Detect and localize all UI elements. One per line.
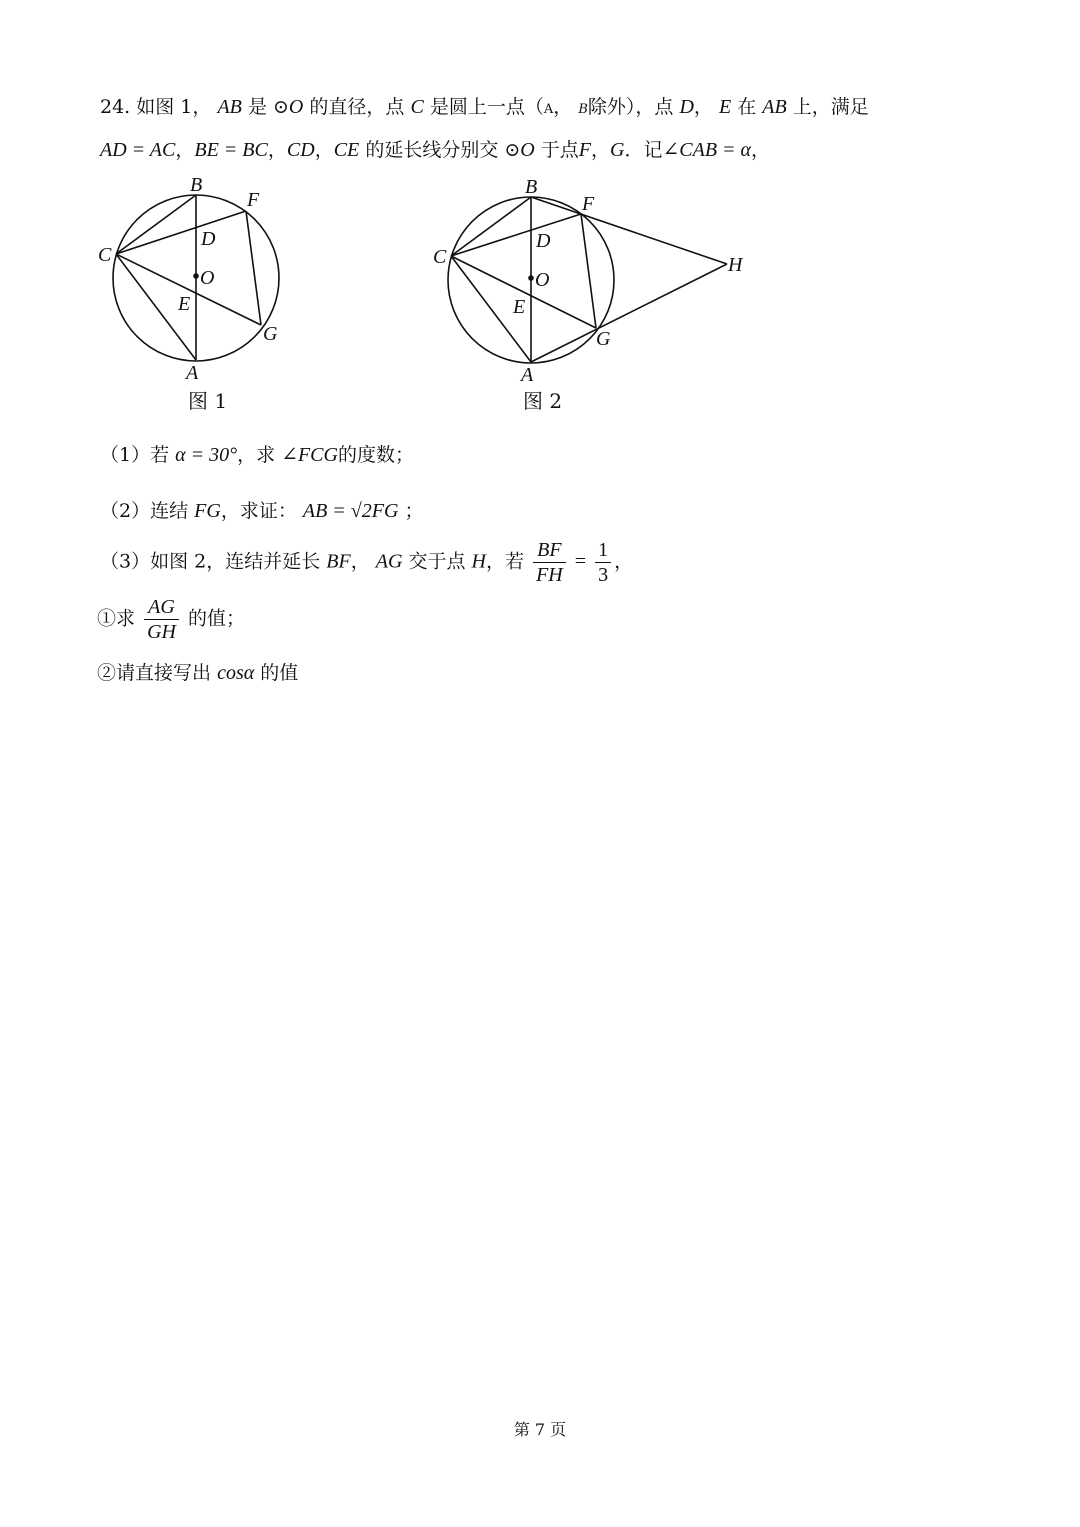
figure-2-caption: 图 2 [523,389,563,413]
segment-cb [116,195,196,254]
problem-line-2 [100,135,770,162]
text: ①求 [97,607,136,630]
math-o: O [288,96,304,118]
text: ， [314,139,334,161]
math-ab: AB [217,96,242,118]
label-b: B [525,176,538,198]
math-h: H [471,550,486,573]
label-e: E [178,293,191,315]
text: ，求证： [220,500,297,522]
label-f: F [247,189,260,211]
fraction-denominator: FH [536,564,563,586]
text: 的延长线分别交 ⊙ [365,139,521,161]
math-angle-cab: ∠CAB = α [662,139,752,161]
text: ， [693,96,713,118]
text: 的直径，点 [309,96,405,118]
fraction-denominator: 3 [598,564,609,586]
text: ， [553,96,573,118]
text: 的值； [188,607,246,630]
figure-2 [425,170,765,420]
label-g: G [263,323,278,345]
label-c: C [98,244,112,266]
math-bf: BF [326,550,351,573]
fraction-one-third [595,538,611,587]
fraction-numerator: BF [533,538,566,563]
math-fg: FG [194,500,221,522]
label-h: H [728,254,743,276]
label-c: C [433,246,447,268]
math-cos-alpha: cosα [217,662,255,684]
page-number: 第 7 页 [513,1420,567,1439]
math-ce: CE [333,139,360,161]
sub-question-1 [97,595,245,644]
fraction-numerator: 1 [595,538,611,563]
text: ， [175,139,195,161]
math-e: E [718,96,732,118]
label-e: E [513,296,526,318]
problem-number: 24. [100,96,131,118]
segment-bh [531,197,727,264]
question-1 [100,440,414,467]
text: （1）若 [100,444,170,466]
text: ； [404,500,424,522]
label-g: G [596,328,611,350]
text: ②请直接写出 [97,662,212,684]
label-a: A [521,364,534,386]
fraction-ag-gh [144,595,179,644]
text: （3）如图 2，连结并延长 [100,550,321,573]
text: 的值 [260,662,299,684]
segment-cb [451,197,531,256]
text: 交于点 [408,550,466,573]
figure-1 [90,170,330,420]
text: ， [591,139,611,161]
fraction-numerator: AG [144,595,179,620]
segment-cf [116,211,246,254]
sub-question-2 [97,658,298,685]
segment-cf [451,214,581,256]
text: 的度数； [337,444,414,466]
text: 如图 1， [136,96,212,118]
math-alpha-30: α = 30° [175,444,238,466]
math-eq-ad-ac: AD = AC [100,139,176,161]
text: （2）连结 [100,500,189,522]
math-eq-be-bc: BE = BC [194,139,268,161]
label-d: D [536,230,551,252]
label-b: B [190,174,203,196]
equals-sign: = [574,550,587,573]
text: 于点 [540,139,579,161]
center-dot [528,275,534,281]
text: 是圆上一点（ [429,96,544,118]
segment-ah [531,264,727,362]
math-ab: AB [762,96,787,118]
math-c: C [410,96,424,118]
fraction-denominator: GH [147,621,176,643]
text: 是 ⊙ [247,96,289,118]
math-eq-ab-root2-fg: AB = √2FG [302,500,399,522]
math-o: O [520,139,535,161]
text: ， [614,550,634,573]
math-angle-fcg: ∠FCG [281,444,338,466]
text: ．记 [624,139,663,161]
question-3 [100,538,633,587]
text: ，若 [486,550,525,573]
center-dot [193,273,199,279]
math-ag: AG [375,550,403,573]
text: ， [751,139,771,161]
math-d: D [679,96,694,118]
text: ， [267,139,287,161]
label-a: A [186,362,199,384]
segment-fg [581,214,596,328]
label-f: F [582,193,595,215]
label-d: D [201,228,216,250]
text: ，求 [237,444,276,466]
text: ， [350,550,370,573]
math-g: G [610,139,625,161]
text: 除外），点 [587,96,674,118]
math-b-small: B [578,102,588,117]
math-f: F [578,139,592,161]
problem-line-1 [100,92,869,119]
text: 上，满足 [792,96,869,118]
math-a-small: A [543,102,554,117]
label-o: O [200,267,215,289]
question-2 [100,496,424,523]
math-cd: CD [286,139,315,161]
label-o: O [535,269,550,291]
segment-fg [246,211,261,325]
fraction-bf-fh [533,538,566,587]
figure-1-caption: 图 1 [188,389,228,413]
text: 在 [737,96,757,118]
